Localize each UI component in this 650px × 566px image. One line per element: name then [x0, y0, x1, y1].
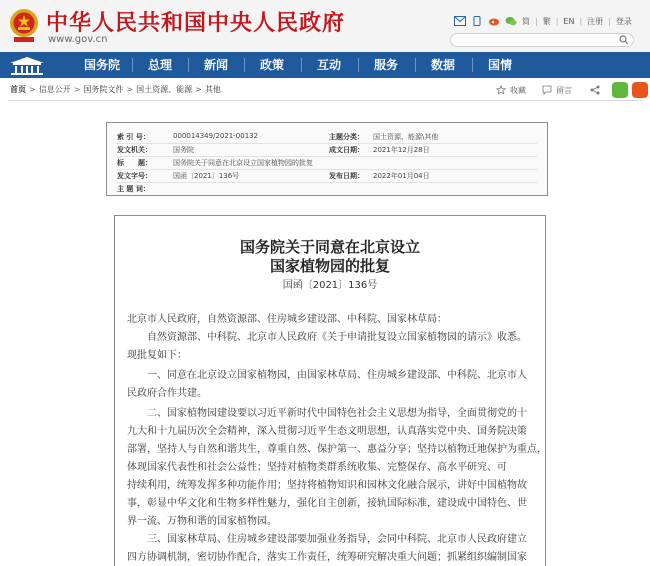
- index-number-label: 索 引 号：: [117, 133, 150, 141]
- paragraph-line: 自然资源部、中科院、北京市人民政府《关于申请批复设立国家植物园的请示》收悉。: [127, 332, 527, 343]
- nav-item-premier[interactable]: 总理: [147, 58, 172, 72]
- index-number-value: 000014349/2021-00132: [173, 132, 259, 140]
- link-register[interactable]: 注册: [587, 16, 604, 26]
- nav-item-services[interactable]: 服务: [373, 58, 398, 72]
- nav-item-data[interactable]: 数据: [430, 58, 455, 72]
- paragraph-line: 界一流、万物和谐的国家植物园。: [127, 516, 277, 527]
- nav-item-news[interactable]: 新闻: [203, 58, 228, 72]
- breadcrumb-other[interactable]: 其他: [204, 85, 221, 94]
- breadcrumb-separator: >: [195, 85, 202, 94]
- paragraph-line: 部署，坚持人与自然和谐共生，尊重自然、保护第一、惠益分享；坚持以植物迁地保护为重点，: [127, 444, 547, 455]
- keywords-label: 主 题 词：: [117, 185, 150, 193]
- written-date-label: 成文日期：: [329, 146, 364, 154]
- link-english[interactable]: EN: [563, 16, 575, 26]
- mobile-icon[interactable]: [471, 16, 483, 26]
- mail-icon[interactable]: [454, 16, 466, 26]
- national-emblem-icon: [8, 6, 40, 44]
- breadcrumb-separator: >: [126, 85, 134, 94]
- meta-divider: [117, 156, 537, 157]
- meta-divider: [117, 143, 537, 144]
- document-title-line-2: 国家植物园的批复: [269, 257, 390, 275]
- site-title[interactable]: 中华人民共和国中央人民政府: [46, 10, 346, 36]
- doc-title-value: 国务院关于同意在北京设立国家植物园的批复: [173, 159, 313, 167]
- site-header: [0, 0, 650, 52]
- share-icon[interactable]: [590, 85, 600, 95]
- paragraph-line: 九大和十九届历次全会精神，深入贯彻习近平生态文明思想，认真落实党中央、国务院决策: [127, 426, 527, 437]
- breadcrumb-home[interactable]: 首页: [10, 85, 26, 94]
- meta-row: [107, 184, 547, 195]
- paragraph-line: 事，彰显中华文化和生物多样性魅力，强化自主创新，接轨国际标准，建设成中国特色、世: [127, 498, 527, 509]
- nav-item-policy[interactable]: 政策: [259, 58, 284, 72]
- collect-button[interactable]: 收藏: [510, 85, 526, 95]
- paragraph-line: 三、国家林草局、住房城乡建设部要加强业务指导，会同中科院、北京市人民政府建立: [127, 534, 527, 545]
- meta-divider: [117, 182, 537, 183]
- category-label: 主题分类：: [329, 133, 364, 141]
- site-url[interactable]: www.gov.cn: [48, 34, 108, 45]
- top-links: [454, 14, 632, 28]
- document-number: 国函〔2021〕136号: [282, 280, 378, 291]
- link-simplified[interactable]: 简: [522, 16, 530, 26]
- comment-icon[interactable]: [542, 85, 552, 95]
- wechat-icon[interactable]: [505, 16, 517, 26]
- publish-date-label: 发布日期：: [329, 172, 364, 180]
- star-icon[interactable]: [496, 85, 506, 95]
- share-wechat-button[interactable]: [612, 82, 628, 98]
- weibo-icon[interactable]: [488, 16, 500, 26]
- search-icon[interactable]: [619, 35, 629, 45]
- meta-row: [107, 132, 547, 143]
- paragraph-line: 民政府合作共建。: [127, 388, 207, 399]
- doc-number-value: 国函〔2021〕136号: [173, 172, 240, 180]
- link-traditional[interactable]: 繁: [542, 16, 551, 26]
- meta-row: [107, 158, 547, 169]
- paragraph-line: 四方协调机制，密切协作配合，落实工作责任，统筹研究解决重大问题；抓紧组织编制国家: [127, 552, 527, 563]
- nav-item-interaction[interactable]: 互动: [316, 58, 341, 72]
- document-metadata-table: [106, 122, 548, 196]
- paragraph-line: 二、国家植物园建设要以习近平新时代中国特色社会主义思想为指导，全面贯彻党的十: [127, 408, 527, 419]
- nav-item-state-council[interactable]: 国务院: [83, 58, 120, 72]
- link-separator: |: [535, 16, 538, 26]
- building-icon[interactable]: [6, 55, 48, 75]
- document-title-line-1: 国务院关于同意在北京设立: [239, 238, 420, 256]
- meta-row: [107, 145, 547, 156]
- paragraph-line: 持续利用，统筹发挥多种功能作用；坚持将植物知识和园林文化融合展示，讲好中国植物故: [127, 480, 527, 491]
- breadcrumb: [10, 84, 221, 95]
- paragraph-line: 北京市人民政府，自然资源部、住房城乡建设部、中科院、国家林草局：: [127, 314, 447, 325]
- breadcrumb-land-energy[interactable]: 国土资源、能源: [136, 85, 193, 94]
- breadcrumb-separator: >: [29, 85, 36, 94]
- comment-button[interactable]: 留言: [556, 85, 572, 95]
- written-date-value: 2021年12月28日: [373, 146, 430, 154]
- link-separator: |: [555, 16, 559, 26]
- breadcrumb-info-disclosure[interactable]: 信息公开: [38, 85, 71, 94]
- share-weibo-button[interactable]: [632, 82, 648, 98]
- issuer-value: 国务院: [173, 146, 194, 154]
- link-separator: |: [579, 16, 583, 26]
- doc-number-label: 发文字号：: [117, 172, 152, 180]
- link-separator: |: [608, 16, 611, 26]
- category-value: 国土资源、能源\其他: [373, 133, 439, 141]
- paragraph-line: 体现国家代表性和社会公益性；坚持对植物类群系统收集、完整保存、高水平研究、可: [127, 462, 507, 473]
- link-login[interactable]: 登录: [615, 16, 632, 26]
- breadcrumb-separator: >: [73, 85, 81, 94]
- paragraph-line: 一、同意在北京设立国家植物园，由国家林草局、住房城乡建设部、中科院、北京市人: [127, 370, 527, 381]
- search-input[interactable]: [450, 33, 634, 47]
- meta-row: [107, 171, 547, 182]
- main-nav: [0, 52, 650, 78]
- article-tools: [496, 82, 648, 98]
- publish-date-value: 2022年01月04日: [373, 172, 430, 180]
- nav-item-national-info[interactable]: 国情: [487, 58, 512, 72]
- divider: [8, 100, 642, 101]
- paragraph-line: 现批复如下：: [127, 350, 187, 361]
- document-body: [114, 215, 546, 566]
- breadcrumb-state-council-docs[interactable]: 国务院文件: [83, 85, 124, 94]
- issuer-label: 发文机关：: [117, 146, 152, 154]
- doc-title-label: 标 题：: [117, 159, 152, 167]
- meta-divider: [117, 169, 537, 170]
